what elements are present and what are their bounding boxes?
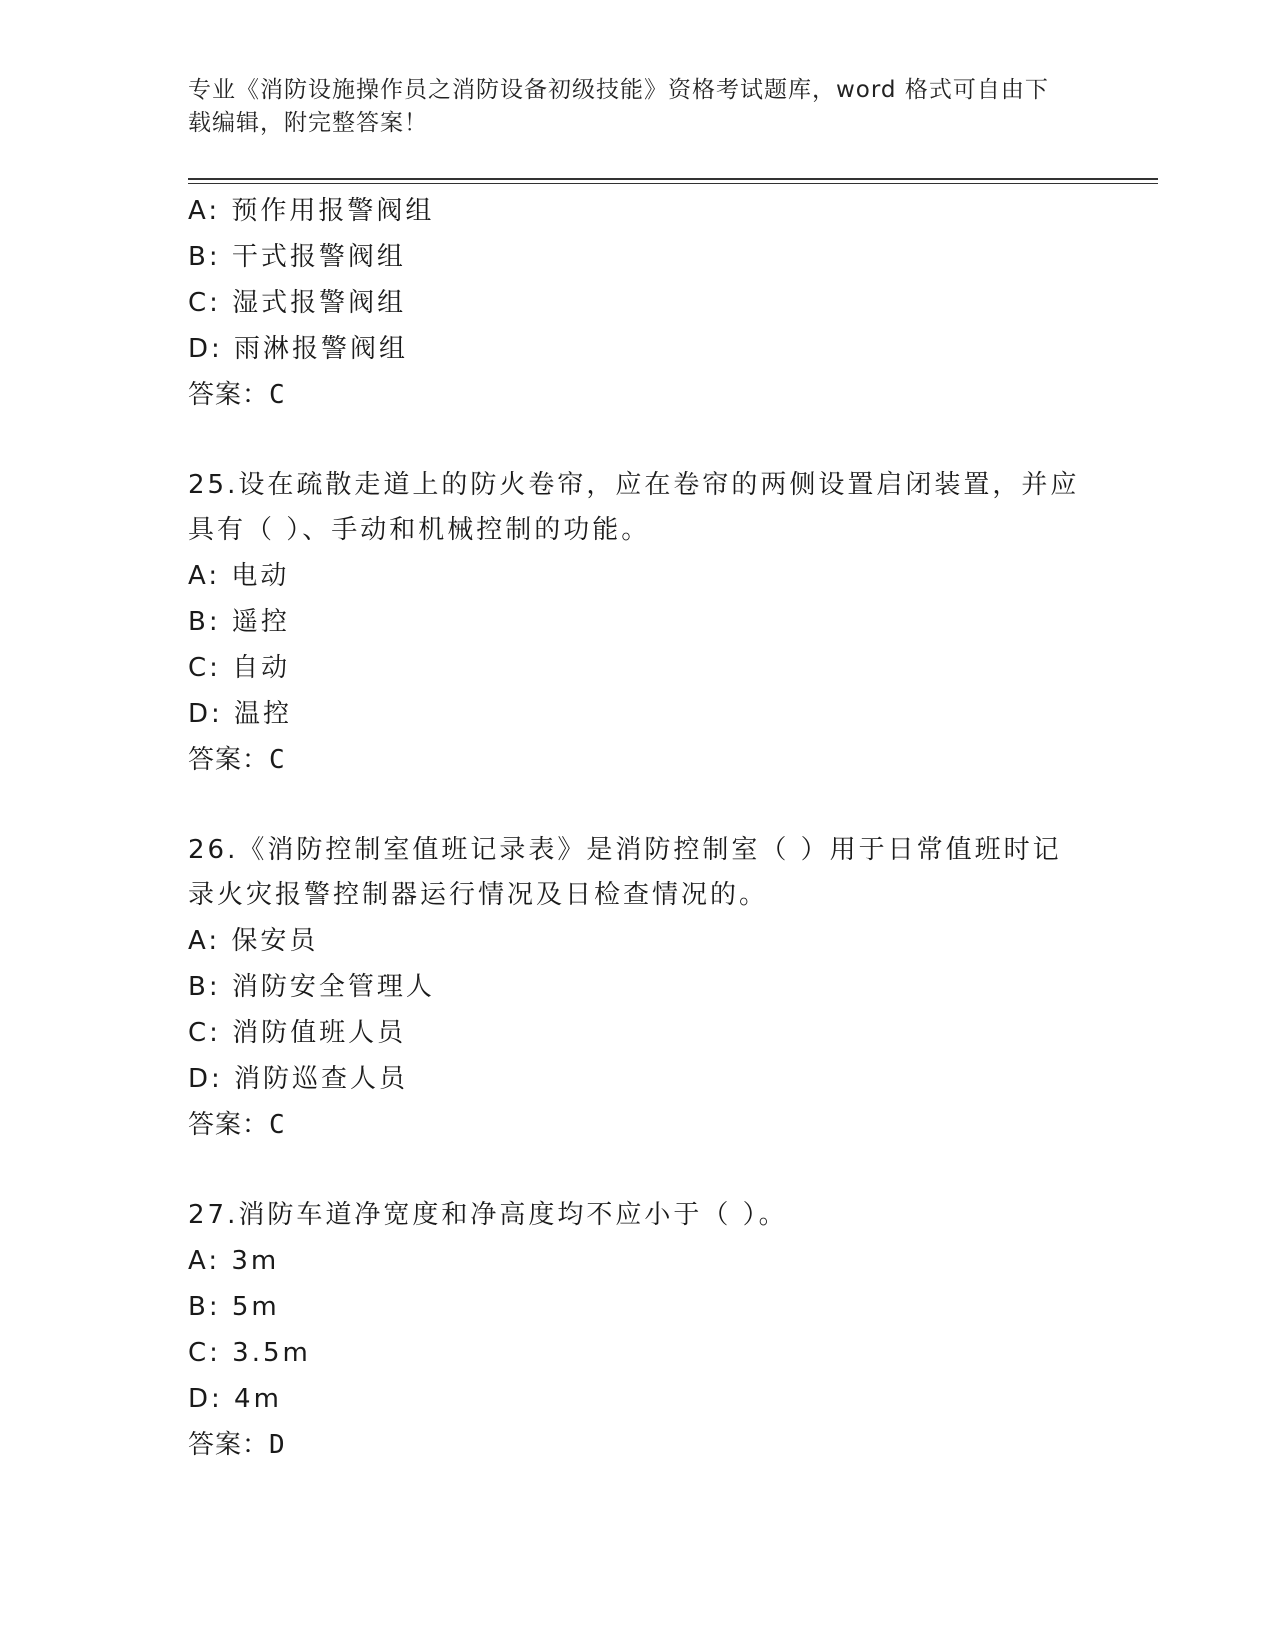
- question-block-27: [188, 1193, 1088, 1468]
- option-d: D: 雨淋报警阀组: [188, 334, 409, 364]
- answer-value: D: [269, 1430, 288, 1460]
- question-text-line-1: 25.设在疏散走道上的防火卷帘，应在卷帘的两侧设置启闭装置，并应: [188, 470, 1080, 500]
- option-d: D: 温控: [188, 699, 293, 729]
- answer-value: C: [269, 380, 288, 410]
- header-divider-thin: [188, 183, 1158, 184]
- option-c: C: 自动: [188, 653, 291, 683]
- answer-line: [188, 737, 1088, 783]
- option-c: C: 消防值班人员: [188, 1018, 407, 1048]
- option-c: C: 湿式报警阀组: [188, 288, 407, 318]
- option-b: B: 消防安全管理人: [188, 972, 435, 1002]
- header-divider-thick: [188, 178, 1158, 180]
- block-spacer: [188, 783, 1088, 828]
- answer-line: [188, 1422, 1088, 1468]
- option-a: A: 预作用报警阀组: [188, 196, 435, 226]
- question-text-line-2: 具有（ ）、手动和机械控制的功能。: [188, 515, 651, 545]
- answer-value: C: [269, 745, 288, 775]
- option-b: B: 5m: [188, 1292, 280, 1322]
- answer-label: 答案：: [188, 1430, 270, 1460]
- option-b: B: 干式报警阀组: [188, 242, 406, 272]
- answer-label: 答案：: [188, 745, 270, 775]
- document-header: [188, 74, 1088, 140]
- option-d: D: 4m: [188, 1384, 282, 1414]
- question-block-25: [188, 463, 1088, 783]
- question-text-line-1: 26.《消防控制室值班记录表》是消防控制室（ ）用于日常值班时记: [188, 835, 1062, 865]
- answer-line: [188, 372, 1088, 418]
- option-a: A: 电动: [188, 561, 290, 591]
- question-block-26: [188, 828, 1088, 1148]
- question-text-line-2: 录火灾报警控制器运行情况及日检查情况的。: [188, 880, 769, 910]
- header-line-2: 载编辑，附完整答案！: [188, 110, 428, 136]
- answer-value: C: [269, 1110, 288, 1140]
- option-d: D: 消防巡查人员: [188, 1064, 409, 1094]
- question-list: [188, 188, 1088, 1468]
- answer-line: [188, 1102, 1088, 1148]
- header-line-1: 专业《消防设施操作员之消防设备初级技能》资格考试题库，word 格式可自由下: [188, 77, 1049, 103]
- option-b: B: 遥控: [188, 607, 290, 637]
- block-spacer: [188, 1148, 1088, 1193]
- option-a: A: 3m: [188, 1246, 280, 1276]
- option-a: A: 保安员: [188, 926, 319, 956]
- option-c: C: 3.5m: [188, 1338, 311, 1368]
- answer-label: 答案：: [188, 380, 270, 410]
- answer-label: 答案：: [188, 1110, 270, 1140]
- block-spacer: [188, 418, 1088, 463]
- question-block-24: [188, 188, 1088, 418]
- question-text-line-1: 27.消防车道净宽度和净高度均不应小于（ ）。: [188, 1200, 788, 1230]
